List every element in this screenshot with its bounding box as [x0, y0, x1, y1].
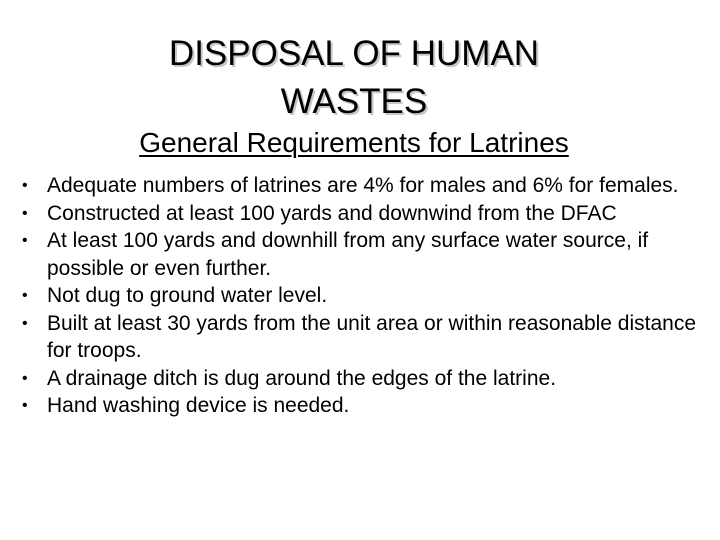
bullet-item: [22, 172, 707, 200]
bullet-icon: •: [22, 314, 28, 332]
bullet-text: Hand washing device is needed.: [47, 394, 350, 417]
bullet-icon: •: [22, 204, 28, 222]
bullet-item: [22, 227, 707, 282]
bullet-text: A drainage ditch is dug around the edges of the latrine.: [47, 366, 557, 390]
bullet-text: Not dug to ground water level.: [47, 284, 328, 307]
bullet-item: [22, 200, 707, 228]
bullet-list: [22, 172, 707, 420]
slide-subtitle: General Requirements for Latrines: [139, 127, 569, 158]
bullet-icon: •: [22, 177, 28, 194]
bullet-item: [22, 310, 707, 365]
slide-title-line-1: DISPOSAL OF HUMAN: [168, 34, 540, 73]
bullet-text: Built at least 30 yards from the unit area or within reasonable distance for troops.: [47, 311, 697, 362]
bullet-text: At least 100 yards and downhill from any surface water source, if possible or even further.: [47, 229, 649, 280]
slide-title: [0, 30, 708, 126]
bullet-text: Constructed at least 100 yards and downwind from the DFAC: [47, 201, 617, 225]
bullet-text: Adequate numbers of latrines are 4% for males and 6% for females.: [47, 174, 679, 197]
bullet-icon: •: [22, 397, 28, 414]
bullet-icon: •: [22, 232, 28, 249]
bullet-icon: •: [22, 369, 28, 387]
bullet-icon: •: [22, 287, 28, 304]
bullet-item: [22, 282, 707, 310]
slide-title-line-2: WASTES: [280, 82, 428, 121]
bullet-item: [22, 365, 707, 393]
bullet-item: [22, 392, 707, 420]
